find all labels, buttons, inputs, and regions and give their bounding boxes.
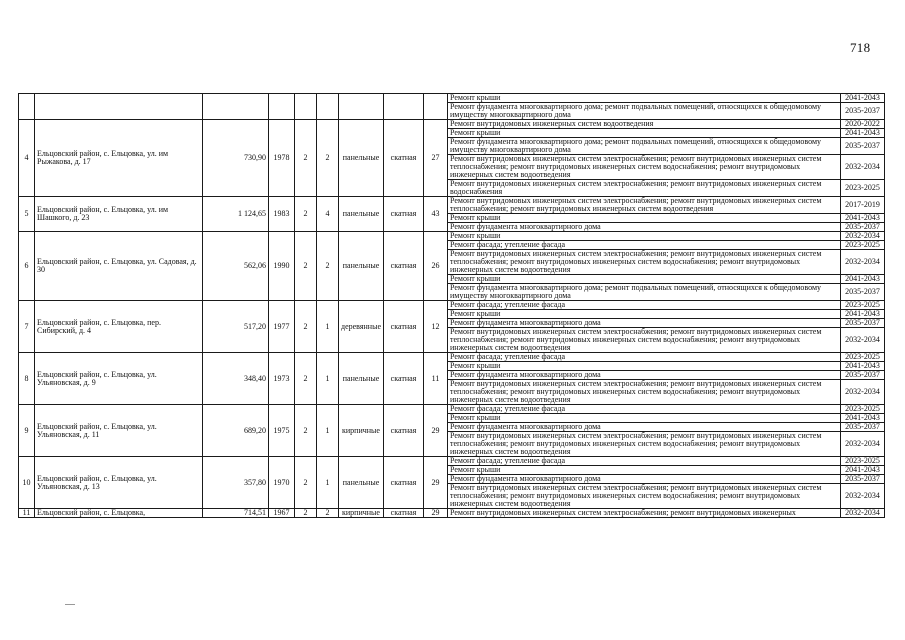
- repair-work-cell: Ремонт внутридомовых инженерных систем электроснабжения; ремонт внутридомовых инженерных систем теплоснабжения; ремонт внутридомовых инженерных систем водоснабжения; ремонт внутридомовых инженерных систем водоотведения: [448, 155, 841, 180]
- repair-period-cell: 2032-2034: [841, 432, 885, 457]
- table-row: [19, 509, 885, 518]
- repair-work-cell: Ремонт крыши: [448, 466, 841, 475]
- address-cell: Ельцовский район, с. Ельцовка,: [35, 509, 203, 518]
- residents-cell: 27: [424, 120, 448, 197]
- roof-type-cell: скатная: [384, 405, 424, 457]
- page-number: 718: [850, 40, 871, 55]
- roof-type-cell: скатная: [384, 509, 424, 518]
- repair-work-cell: Ремонт фасада; утепление фасада: [448, 457, 841, 466]
- repair-period-cell: 2023-2025: [841, 405, 885, 414]
- table-row: [19, 457, 885, 466]
- wall-material-cell: панельные: [339, 353, 384, 405]
- build-year-cell: [269, 94, 295, 120]
- repair-period-cell: 2023-2025: [841, 301, 885, 310]
- total-area-cell: 348,40: [203, 353, 269, 405]
- build-year-cell: 1973: [269, 353, 295, 405]
- row-number: [19, 94, 35, 120]
- entrances-cell: 1: [317, 301, 339, 353]
- wall-material-cell: панельные: [339, 232, 384, 301]
- roof-type-cell: скатная: [384, 353, 424, 405]
- entrances-cell: 1: [317, 457, 339, 509]
- build-year-cell: 1978: [269, 120, 295, 197]
- floors-cell: 2: [295, 509, 317, 518]
- build-year-cell: 1977: [269, 301, 295, 353]
- roof-type-cell: скатная: [384, 197, 424, 232]
- repair-period-cell: 2035-2037: [841, 103, 885, 120]
- repair-work-cell: Ремонт внутридомовых инженерных систем электроснабжения; ремонт внутридомовых инженерных систем теплоснабжения; ремонт внутридомовых инженерных систем водоснабжения; ремонт внутридомовых инженерных систем водоотведения: [448, 484, 841, 509]
- roof-type-cell: скатная: [384, 232, 424, 301]
- repair-period-cell: 2041-2043: [841, 414, 885, 423]
- repair-period-cell: 2023-2025: [841, 457, 885, 466]
- repair-period-cell: 2017-2019: [841, 197, 885, 214]
- repair-work-cell: Ремонт фундамента многоквартирного дома: [448, 475, 841, 484]
- repair-work-cell: Ремонт внутридомовых инженерных систем электроснабжения; ремонт внутридомовых инженерных систем теплоснабжения; ремонт внутридомовых инженерных систем водоотведения: [448, 197, 841, 214]
- repair-period-cell: 2041-2043: [841, 214, 885, 223]
- repair-period-cell: 2035-2037: [841, 475, 885, 484]
- wall-material-cell: деревянные: [339, 301, 384, 353]
- repair-period-cell: 2041-2043: [841, 466, 885, 475]
- floors-cell: 2: [295, 232, 317, 301]
- row-number: 8: [19, 353, 35, 405]
- repair-work-cell: Ремонт крыши: [448, 232, 841, 241]
- row-number: 10: [19, 457, 35, 509]
- row-number: 4: [19, 120, 35, 197]
- repair-work-cell: Ремонт фундамента многоквартирного дома; ремонт подвальных помещений, относящихся к общедомовому имуществу многоквартирного дома: [448, 284, 841, 301]
- repair-period-cell: 2032-2034: [841, 155, 885, 180]
- table-row: [19, 197, 885, 214]
- repair-work-cell: Ремонт фундамента многоквартирного дома: [448, 319, 841, 328]
- total-area-cell: 730,90: [203, 120, 269, 197]
- entrances-cell: 1: [317, 353, 339, 405]
- residents-cell: 43: [424, 197, 448, 232]
- address-cell: [35, 94, 203, 120]
- row-number: 6: [19, 232, 35, 301]
- residents-cell: 11: [424, 353, 448, 405]
- table-row: [19, 232, 885, 241]
- repair-work-cell: Ремонт внутридомовых инженерных систем электроснабжения; ремонт внутридомовых инженерных систем теплоснабжения; ремонт внутридомовых инженерных систем водоснабжения; ремонт внутридомовых инженерных систем водоотведения: [448, 250, 841, 275]
- entrances-cell: 2: [317, 120, 339, 197]
- floors-cell: 2: [295, 120, 317, 197]
- repair-work-cell: Ремонт внутридомовых инженерных систем электроснабжения; ремонт внутридомовых инженерных систем теплоснабжения; ремонт внутридомовых инженерных систем водоснабжения; ремонт внутридомовых инженерных систем водоотведения: [448, 328, 841, 353]
- total-area-cell: 1 124,65: [203, 197, 269, 232]
- repair-work-cell: Ремонт фасада; утепление фасада: [448, 301, 841, 310]
- address-cell: Ельцовский район, с. Ельцовка, ул. им Шашкого, д. 23: [35, 197, 203, 232]
- repair-period-cell: 2041-2043: [841, 310, 885, 319]
- repair-period-cell: 2032-2034: [841, 509, 885, 518]
- entrances-cell: 1: [317, 405, 339, 457]
- residents-cell: [424, 94, 448, 120]
- repair-work-cell: Ремонт фундамента многоквартирного дома: [448, 223, 841, 232]
- wall-material-cell: кирпичные: [339, 509, 384, 518]
- row-number: 11: [19, 509, 35, 518]
- address-cell: Ельцовский район, с. Ельцовка, ул. Садовая, д. 30: [35, 232, 203, 301]
- capital-repair-table: [18, 93, 885, 518]
- repair-period-cell: 2035-2037: [841, 319, 885, 328]
- repair-work-cell: Ремонт фундамента многоквартирного дома; ремонт подвальных помещений, относящихся к общедомовому имуществу многоквартирного дома: [448, 138, 841, 155]
- residents-cell: 29: [424, 457, 448, 509]
- build-year-cell: 1990: [269, 232, 295, 301]
- residents-cell: 29: [424, 509, 448, 518]
- repair-period-cell: 2032-2034: [841, 328, 885, 353]
- build-year-cell: 1975: [269, 405, 295, 457]
- repair-work-cell: Ремонт крыши: [448, 310, 841, 319]
- repair-work-cell: Ремонт внутридомовых инженерных систем водоотведения: [448, 120, 841, 129]
- build-year-cell: 1967: [269, 509, 295, 518]
- floors-cell: 2: [295, 405, 317, 457]
- repair-period-cell: 2035-2037: [841, 371, 885, 380]
- repair-period-cell: 2032-2034: [841, 232, 885, 241]
- repair-period-cell: 2032-2034: [841, 250, 885, 275]
- total-area-cell: 689,20: [203, 405, 269, 457]
- residents-cell: 12: [424, 301, 448, 353]
- repair-work-cell: Ремонт внутридомовых инженерных систем электроснабжения; ремонт внутридомовых инженерных систем теплоснабжения; ремонт внутридомовых инженерных систем водоснабжения; ремонт внутридомовых инженерных систем водоотведения: [448, 380, 841, 405]
- wall-material-cell: панельные: [339, 120, 384, 197]
- wall-material-cell: панельные: [339, 457, 384, 509]
- row-number: 9: [19, 405, 35, 457]
- repair-period-cell: 2041-2043: [841, 129, 885, 138]
- repair-period-cell: 2023-2025: [841, 180, 885, 197]
- address-cell: Ельцовский район, с. Ельцовка, ул. Ульяновская, д. 11: [35, 405, 203, 457]
- entrances-cell: [317, 94, 339, 120]
- repair-work-cell: Ремонт фасада; утепление фасада: [448, 241, 841, 250]
- repair-period-cell: 2035-2037: [841, 223, 885, 232]
- total-area-cell: 357,80: [203, 457, 269, 509]
- repair-period-cell: 2035-2037: [841, 138, 885, 155]
- table-row: [19, 94, 885, 103]
- repair-period-cell: 2020-2022: [841, 120, 885, 129]
- repair-work-cell: Ремонт крыши: [448, 362, 841, 371]
- residents-cell: 29: [424, 405, 448, 457]
- total-area-cell: [203, 94, 269, 120]
- table-row: [19, 120, 885, 129]
- total-area-cell: 562,06: [203, 232, 269, 301]
- entrances-cell: 2: [317, 232, 339, 301]
- repair-period-cell: 2023-2025: [841, 353, 885, 362]
- repair-work-cell: Ремонт фасада; утепление фасада: [448, 353, 841, 362]
- total-area-cell: 714,51: [203, 509, 269, 518]
- address-cell: Ельцовский район, с. Ельцовка, пер. Сибирский, д. 4: [35, 301, 203, 353]
- repair-work-cell: Ремонт фундамента многоквартирного дома: [448, 371, 841, 380]
- repair-period-cell: 2041-2043: [841, 94, 885, 103]
- roof-type-cell: скатная: [384, 120, 424, 197]
- repair-work-cell: Ремонт внутридомовых инженерных систем электроснабжения; ремонт внутридомовых инженерных систем водоснабжения: [448, 180, 841, 197]
- entrances-cell: 4: [317, 197, 339, 232]
- repair-work-cell: Ремонт фундамента многоквартирного дома; ремонт подвальных помещений, относящихся к общедомовому имуществу многоквартирного дома: [448, 103, 841, 120]
- row-number: 5: [19, 197, 35, 232]
- table-row: [19, 353, 885, 362]
- residents-cell: 26: [424, 232, 448, 301]
- floors-cell: 2: [295, 197, 317, 232]
- repair-period-cell: 2035-2037: [841, 284, 885, 301]
- scan-mark: [65, 604, 75, 605]
- repair-period-cell: 2023-2025: [841, 241, 885, 250]
- repair-work-cell: Ремонт крыши: [448, 214, 841, 223]
- roof-type-cell: скатная: [384, 301, 424, 353]
- repair-work-cell: Ремонт крыши: [448, 129, 841, 138]
- total-area-cell: 517,20: [203, 301, 269, 353]
- repair-period-cell: 2032-2034: [841, 380, 885, 405]
- address-cell: Ельцовский район, с. Ельцовка, ул. Ульяновская, д. 13: [35, 457, 203, 509]
- repair-work-cell: Ремонт внутридомовых инженерных систем электроснабжения; ремонт внутридомовых инженерных систем теплоснабжения; ремонт внутридомовых инженерных систем водоснабжения; ремонт внутридомовых инженерных систем водоотведения: [448, 432, 841, 457]
- build-year-cell: 1970: [269, 457, 295, 509]
- roof-type-cell: [384, 94, 424, 120]
- wall-material-cell: [339, 94, 384, 120]
- repair-work-cell: Ремонт крыши: [448, 94, 841, 103]
- roof-type-cell: скатная: [384, 457, 424, 509]
- table-row: [19, 405, 885, 414]
- entrances-cell: 2: [317, 509, 339, 518]
- build-year-cell: 1983: [269, 197, 295, 232]
- repair-period-cell: 2041-2043: [841, 275, 885, 284]
- repair-work-cell: Ремонт крыши: [448, 275, 841, 284]
- repair-work-cell: Ремонт фундамента многоквартирного дома: [448, 423, 841, 432]
- floors-cell: 2: [295, 457, 317, 509]
- floors-cell: 2: [295, 301, 317, 353]
- floors-cell: [295, 94, 317, 120]
- repair-period-cell: 2032-2034: [841, 484, 885, 509]
- repair-period-cell: 2041-2043: [841, 362, 885, 371]
- wall-material-cell: панельные: [339, 197, 384, 232]
- row-number: 7: [19, 301, 35, 353]
- address-cell: Ельцовский район, с. Ельцовка, ул. им Рыжакова, д. 17: [35, 120, 203, 197]
- repair-work-cell: Ремонт фасада; утепление фасада: [448, 405, 841, 414]
- table-row: [19, 301, 885, 310]
- repair-work-cell: Ремонт крыши: [448, 414, 841, 423]
- wall-material-cell: кирпичные: [339, 405, 384, 457]
- address-cell: Ельцовский район, с. Ельцовка, ул. Ульяновская, д. 9: [35, 353, 203, 405]
- floors-cell: 2: [295, 353, 317, 405]
- repair-period-cell: 2035-2037: [841, 423, 885, 432]
- repair-work-cell: Ремонт внутридомовых инженерных систем электроснабжения; ремонт внутридомовых инженерных: [448, 509, 841, 518]
